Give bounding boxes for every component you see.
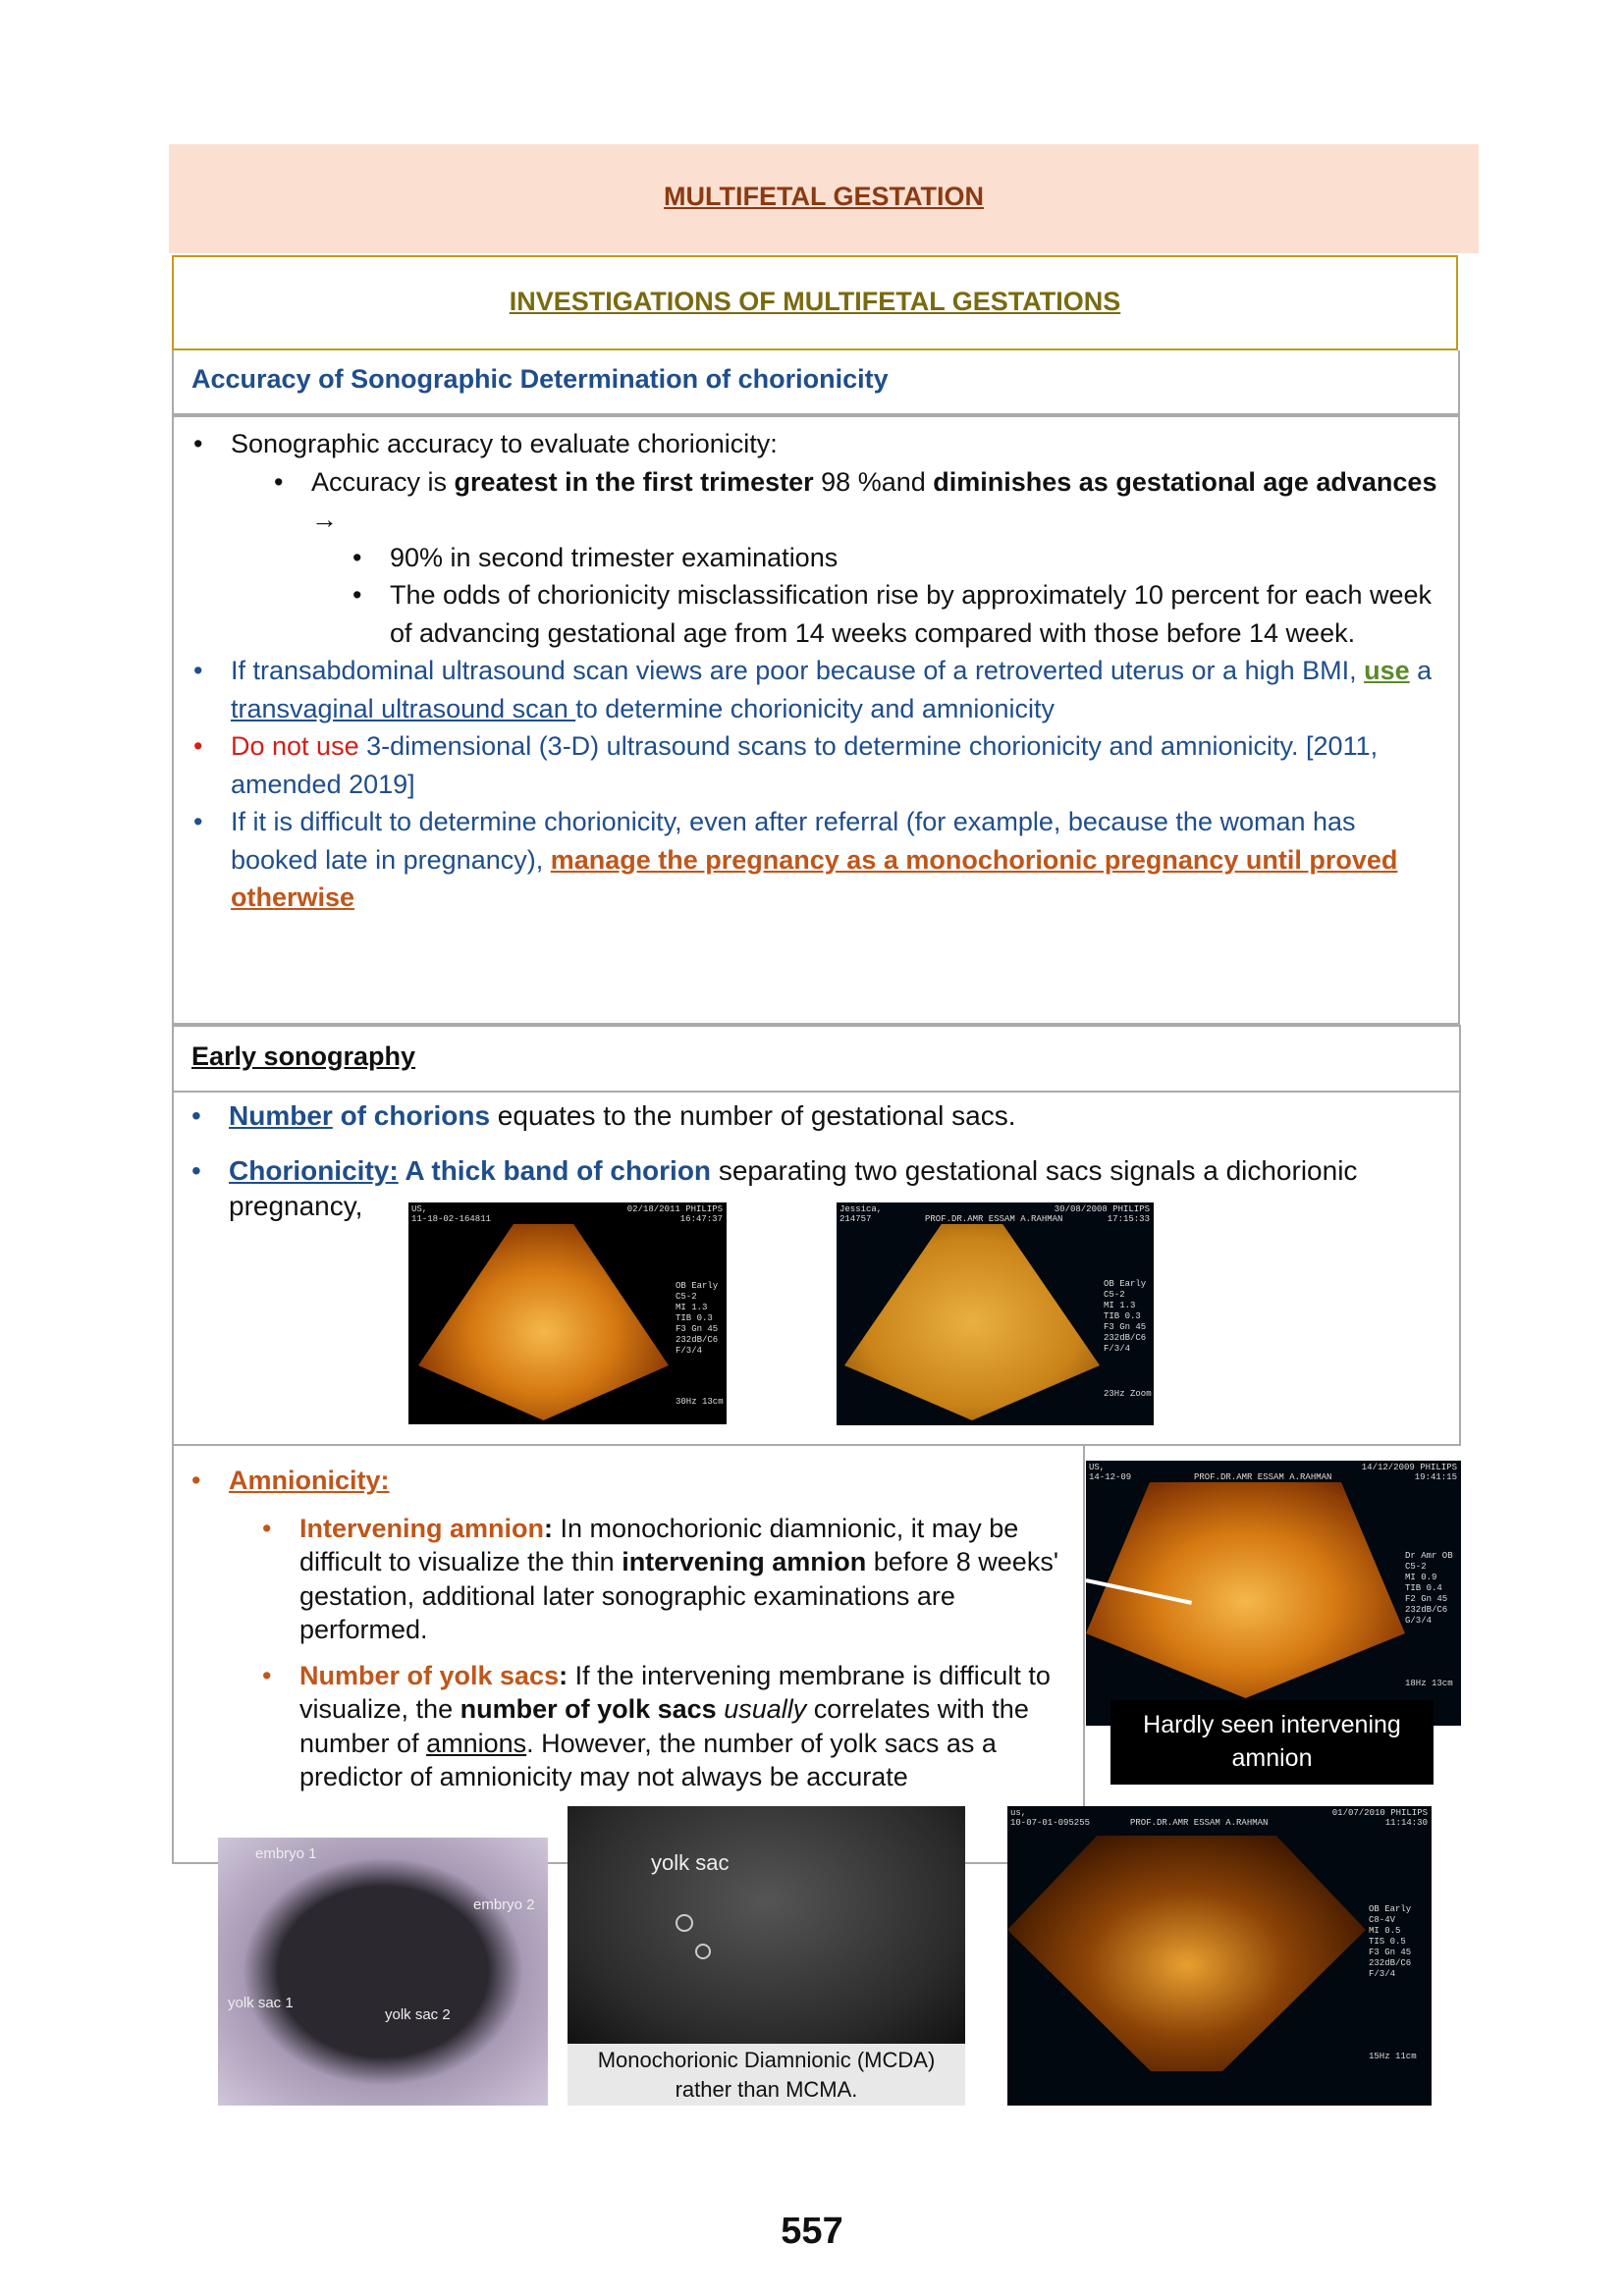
bullet-chorions: • Number of chorions equates to the number of gestational sacs. (229, 1098, 1439, 1134)
amnion-caption: Hardly seen intervening amnion (1110, 1700, 1434, 1785)
list-item: • Accuracy is greatest in the first trimester 98 %and diminishes as gestational age advances → • 90% in second trimester examinations • The odds of chorionicity misclassification rise by approximately 10 percent for each week of advancing gestational age from 14 weeks compared with those before 14 week. (311, 463, 1438, 653)
3d-ultrasound-image: embryo 1 embryo 2 yolk sac 1 yolk sac 2 (218, 1838, 548, 2106)
amnionicity-content (172, 1446, 1085, 1864)
list-item: • The odds of chorionicity misclassification rise by approximately 10 percent for each week of advancing gestational age from 14 weeks compared with those before 14 week. (390, 576, 1438, 652)
page-number: 557 (781, 2211, 843, 2252)
yolk-sac-marker (676, 1914, 693, 1932)
orange-ultrasound-image: us, 10-07-01-095255 PROF.DR.AMR ESSAM A.RAHMAN 01/07/2010 PHILIPS 11:14:30 OB Early C8-4V MI 0.5 TIS 0.5 F3 Gn 45 232dB/C6 F/3/4 15Hz 11cm (1007, 1806, 1432, 2106)
bullet-3d: • Do not use 3-dimensional (3-D) ultrasound scans to determine chorionicity and amnionicity. [2011, amended 2019] (231, 727, 1438, 803)
ultrasound-image-amnion: US, 14-12-09 PROF.DR.AMR ESSAM A.RAHMAN 14/12/2009 PHILIPS 19:41:15 Dr Amr OB C5-2 MI 0.9 TIB 0.4 F2 Gn 45 232dB/C6 G/3/4 18Hz 13cm (1086, 1461, 1461, 1726)
list-item: • 90% in second trimester examinations (390, 539, 1438, 577)
accuracy-content (172, 415, 1460, 1025)
ultrasound-image-1: US, 11-18-02-164811 02/18/2011 PHILIPS 16:47:37 OB Early C5-2 MI 1.3 TIB 0.3 F3 Gn 45 232dB/C6 F/3/4 30Hz 13cm (408, 1202, 727, 1424)
bullet-chorionicity: • Chorionicity: A thick band of chorion separating two gestational sacs signals a dichorionic pregnancy, (229, 1153, 1439, 1224)
bullet: • Sonographic accuracy to evaluate chorionicity: • Accuracy is greatest in the first trimester 98 %and diminishes as gestational age advances → • 90% in second trimester examinations • The odds of chorionicity misclassification rise by approximately 10 percent for each week of advancing gestational age from 14 weeks compared with those before 14 week. (231, 425, 1438, 652)
section-title: INVESTIGATIONS OF MULTIFETAL GESTATIONS (172, 255, 1458, 350)
bullet-difficult: • If it is difficult to determine chorionicity, even after referral (for example, because the woman has booked late in pregnancy), manage the pregnancy as a monochorionic pregnancy until proved otherwise (231, 803, 1438, 917)
page-header: MULTIFETAL GESTATION (169, 144, 1479, 253)
ultrasound-image-2: Jessica, 214757 PROF.DR.AMR ESSAM A.RAHMAN 30/08/2008 PHILIPS 17:15:33 OB Early C5-2 MI 1.3 TIB 0.3 F3 Gn 45 232dB/C6 F/3/4 23Hz Zoom (837, 1202, 1154, 1425)
mcda-caption: Monochorionic Diamnionic (MCDA) rather than MCMA. (568, 2044, 965, 2106)
bullet-amnionicity: • Amnionicity: • Intervening amnion: In monochorionic diamnionic, it may be difficult to visualize the thin intervening amnion before 8 weeks' gestation, additional later sonographic examinations are performed. • Number of yolk sacs: If the intervening membrane is difficult to visualize, the number of yolk sacs usually correlates with the number of amnions. However, the number of yolk sacs as a predictor of amnionicity may not always be accurate (229, 1464, 1063, 1794)
bullet-yolk-sacs: • Number of yolk sacs: If the intervening membrane is difficult to visualize, the number of yolk sacs usually correlates with the number of amnions. However, the number of yolk sacs as a predictor of amnionicity may not always be accurate (299, 1659, 1063, 1794)
bullet-transvaginal: • If transabdominal ultrasound scan views are poor because of a retroverted uterus or a high BMI, use a transvaginal ultrasound scan to determine chorionicity and amnionicity (231, 652, 1438, 727)
early-content (172, 1093, 1461, 1446)
early-sonography-heading: Early sonography (172, 1025, 1461, 1093)
transvaginal-link[interactable]: transvaginal ultrasound scan (231, 693, 576, 723)
accuracy-heading: Accuracy of Sonographic Determination of chorionicity (172, 350, 1460, 415)
bw-ultrasound-image: yolk sac (568, 1806, 965, 2044)
yolk-sac-marker (695, 1944, 711, 1959)
bullet-intervening-amnion: • Intervening amnion: In monochorionic diamnionic, it may be difficult to visualize the thin intervening amnion before 8 weeks' gestation, additional later sonographic examinations are performed. (299, 1512, 1063, 1647)
